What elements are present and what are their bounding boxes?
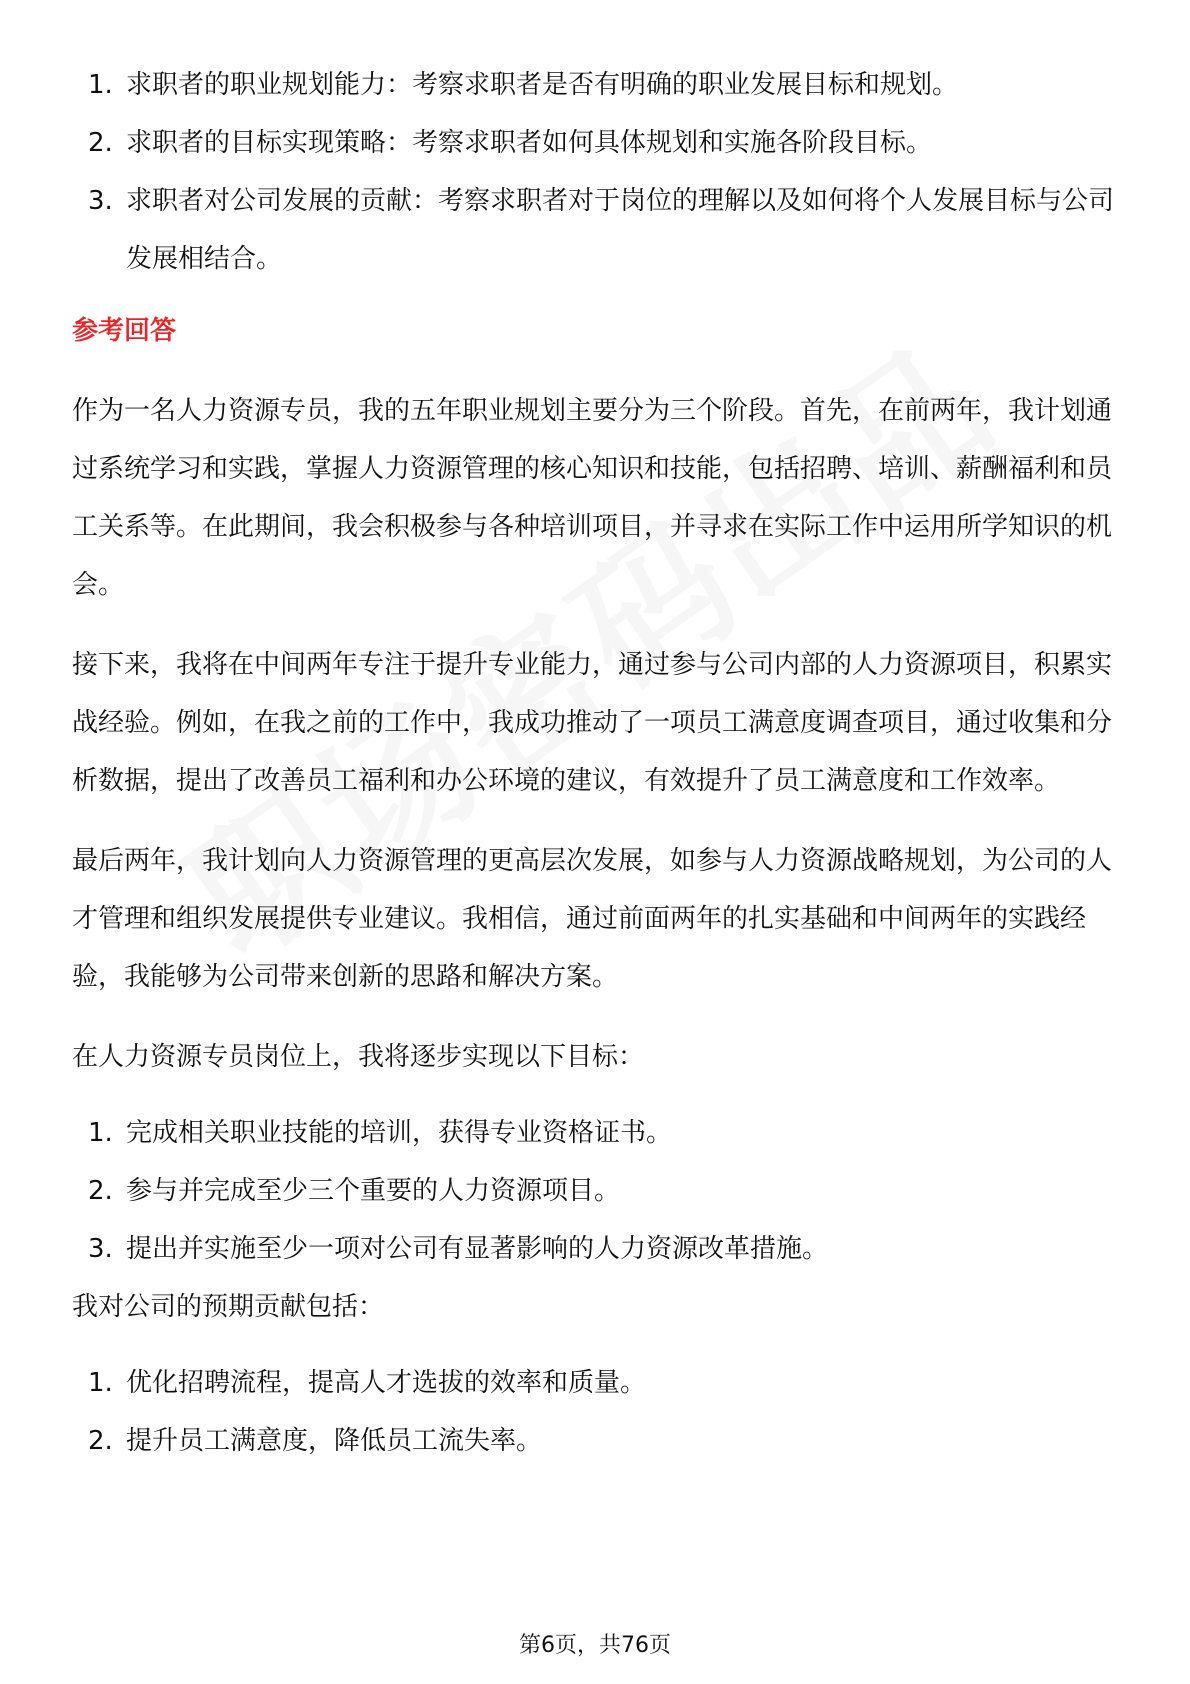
contribution-list <box>72 1354 1118 1470</box>
list-number: 1. <box>88 1118 113 1148</box>
list-item-text: 求职者的目标实现策略：考察求职者如何具体规划和实施各阶段目标。 <box>126 128 933 158</box>
list-item <box>72 56 1118 114</box>
answer-paragraph: 接下来，我将在中间两年专注于提升专业能力，通过参与公司内部的人力资源项目，积累实战经验。例如，在我之前的工作中，我成功推动了一项员工满意度调查项目，通过收集和分析数据，提出了改善员工福利和办公环境的建议，有效提升了员工满意度和工作效率。 <box>72 650 1113 796</box>
list-item <box>72 1354 1118 1412</box>
list-number: 1. <box>88 1368 113 1398</box>
answer-paragraph: 最后两年，我计划向人力资源管理的更高层次发展，如参与人力资源战略规划，为公司的人才管理和组织发展提供专业建议。我相信，通过前面两年的扎实基础和中间两年的实践经验，我能够为公司带来创新的思路和解决方案。 <box>72 846 1113 992</box>
list-item-text: 求职者对公司发展的贡献：考察求职者对于岗位的理解以及如何将个人发展目标与公司发展相结合。 <box>126 186 1115 274</box>
list-item-text: 求职者的职业规划能力：考察求职者是否有明确的职业发展目标和规划。 <box>126 70 959 100</box>
list-number: 2. <box>88 1426 113 1456</box>
list-number: 3. <box>88 186 113 216</box>
goals-lead: 在人力资源专员岗位上，我将逐步实现以下目标： <box>72 1042 645 1072</box>
list-item-text: 提升员工满意度，降低员工流失率。 <box>126 1426 543 1456</box>
list-item <box>72 1220 1118 1278</box>
list-item <box>72 1104 1118 1162</box>
goals-list <box>72 1104 1118 1278</box>
list-item <box>72 1412 1118 1470</box>
contribution-lead: 我对公司的预期贡献包括： <box>72 1292 385 1322</box>
list-item-text: 优化招聘流程，提高人才选拔的效率和质量。 <box>126 1368 647 1398</box>
page-footer: 第6页，共76页 <box>519 1633 671 1658</box>
list-number: 1. <box>88 70 113 100</box>
list-item-text: 完成相关职业技能的培训，获得专业资格证书。 <box>126 1118 673 1148</box>
list-number: 2. <box>88 1176 113 1206</box>
list-item <box>72 1162 1118 1220</box>
page-content <box>72 56 1118 1470</box>
list-number: 3. <box>88 1234 113 1264</box>
list-item-text: 参与并完成至少三个重要的人力资源项目。 <box>126 1176 621 1206</box>
answer-paragraph: 作为一名人力资源专员，我的五年职业规划主要分为三个阶段。首先，在前两年，我计划通过系统学习和实践，掌握人力资源管理的核心知识和技能，包括招聘、培训、薪酬福利和员工关系等。在此期间，我会积极参与各种培训项目，并寻求在实际工作中运用所学知识的机会。 <box>72 396 1113 600</box>
list-number: 2. <box>88 128 113 158</box>
section-title: 参考回答 <box>72 316 177 346</box>
list-item-text: 提出并实施至少一项对公司有显著影响的人力资源改革措施。 <box>126 1234 829 1264</box>
list-item <box>72 114 1118 172</box>
intro-criteria-list <box>72 56 1118 288</box>
list-item <box>72 172 1118 288</box>
